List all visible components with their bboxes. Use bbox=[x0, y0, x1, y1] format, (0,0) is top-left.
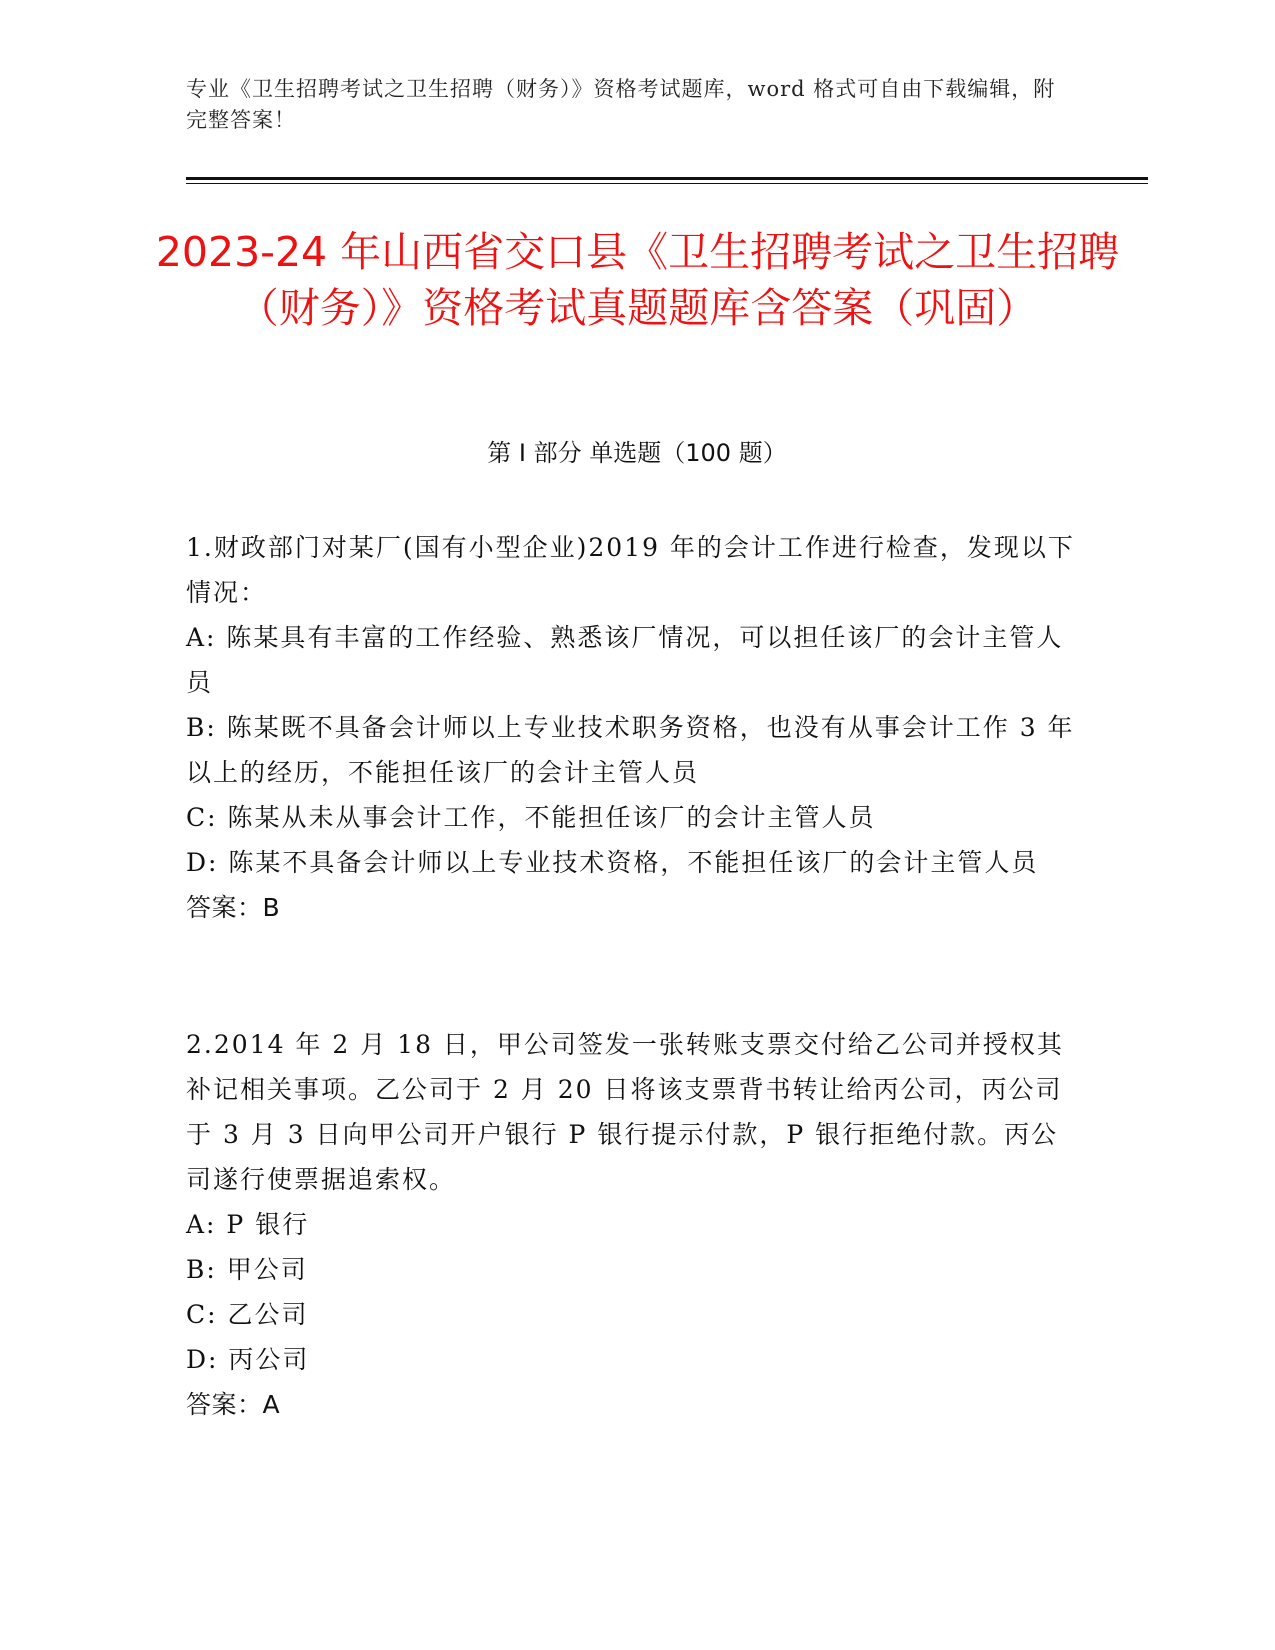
option-d: D: 丙公司 bbox=[186, 1345, 310, 1374]
option-d: D: 陈某不具备会计师以上专业技术资格，不能担任该厂的会计主管人员 bbox=[186, 848, 1039, 877]
question-1 bbox=[186, 525, 1076, 930]
option-b: B: 陈某既不具备会计师以上专业技术职务资格，也没有从事会计工作 3 年以上的经历，不能担任该厂的会计主管人员 bbox=[186, 713, 1075, 787]
answer: 答案：B bbox=[186, 893, 281, 922]
option-a: A: 陈某具有丰富的工作经验、熟悉该厂情况，可以担任该厂的会计主管人员 bbox=[186, 623, 1064, 697]
question-stem: 2.2014 年 2 月 18 日，甲公司签发一张转账支票交付给乙公司并授权其补记相关事项。乙公司于 2 月 20 日将该支票背书转让给丙公司，丙公司于 3 月 3 日向甲公司开户银行 P 银行提示付款，P 银行拒绝付款。丙公司遂行使票据追索权。 bbox=[186, 1030, 1064, 1194]
answer: 答案：A bbox=[186, 1390, 281, 1419]
option-b: B: 甲公司 bbox=[186, 1255, 308, 1284]
question-stem: 1.财政部门对某厂(国有小型企业)2019 年的会计工作进行检查，发现以下情况： bbox=[186, 533, 1075, 607]
option-c: C: 陈某从未从事会计工作，不能担任该厂的会计主管人员 bbox=[186, 803, 876, 832]
header-divider-thin bbox=[186, 183, 1148, 184]
header-divider-thick bbox=[186, 177, 1148, 180]
option-a: A: P 银行 bbox=[186, 1210, 310, 1239]
section-heading: 第 I 部分 单选题（100 题） bbox=[487, 439, 787, 467]
option-c: C: 乙公司 bbox=[186, 1300, 309, 1329]
question-2 bbox=[186, 1022, 1076, 1427]
document-title: 2023-24 年山西省交口县《卫生招聘考试之卫生招聘（财务）》资格考试真题题库含答案（巩固） bbox=[155, 228, 1120, 332]
header-note: 专业《卫生招聘考试之卫生招聘（财务）》资格考试题库，word 格式可自由下载编辑，附完整答案！ bbox=[186, 77, 1056, 132]
